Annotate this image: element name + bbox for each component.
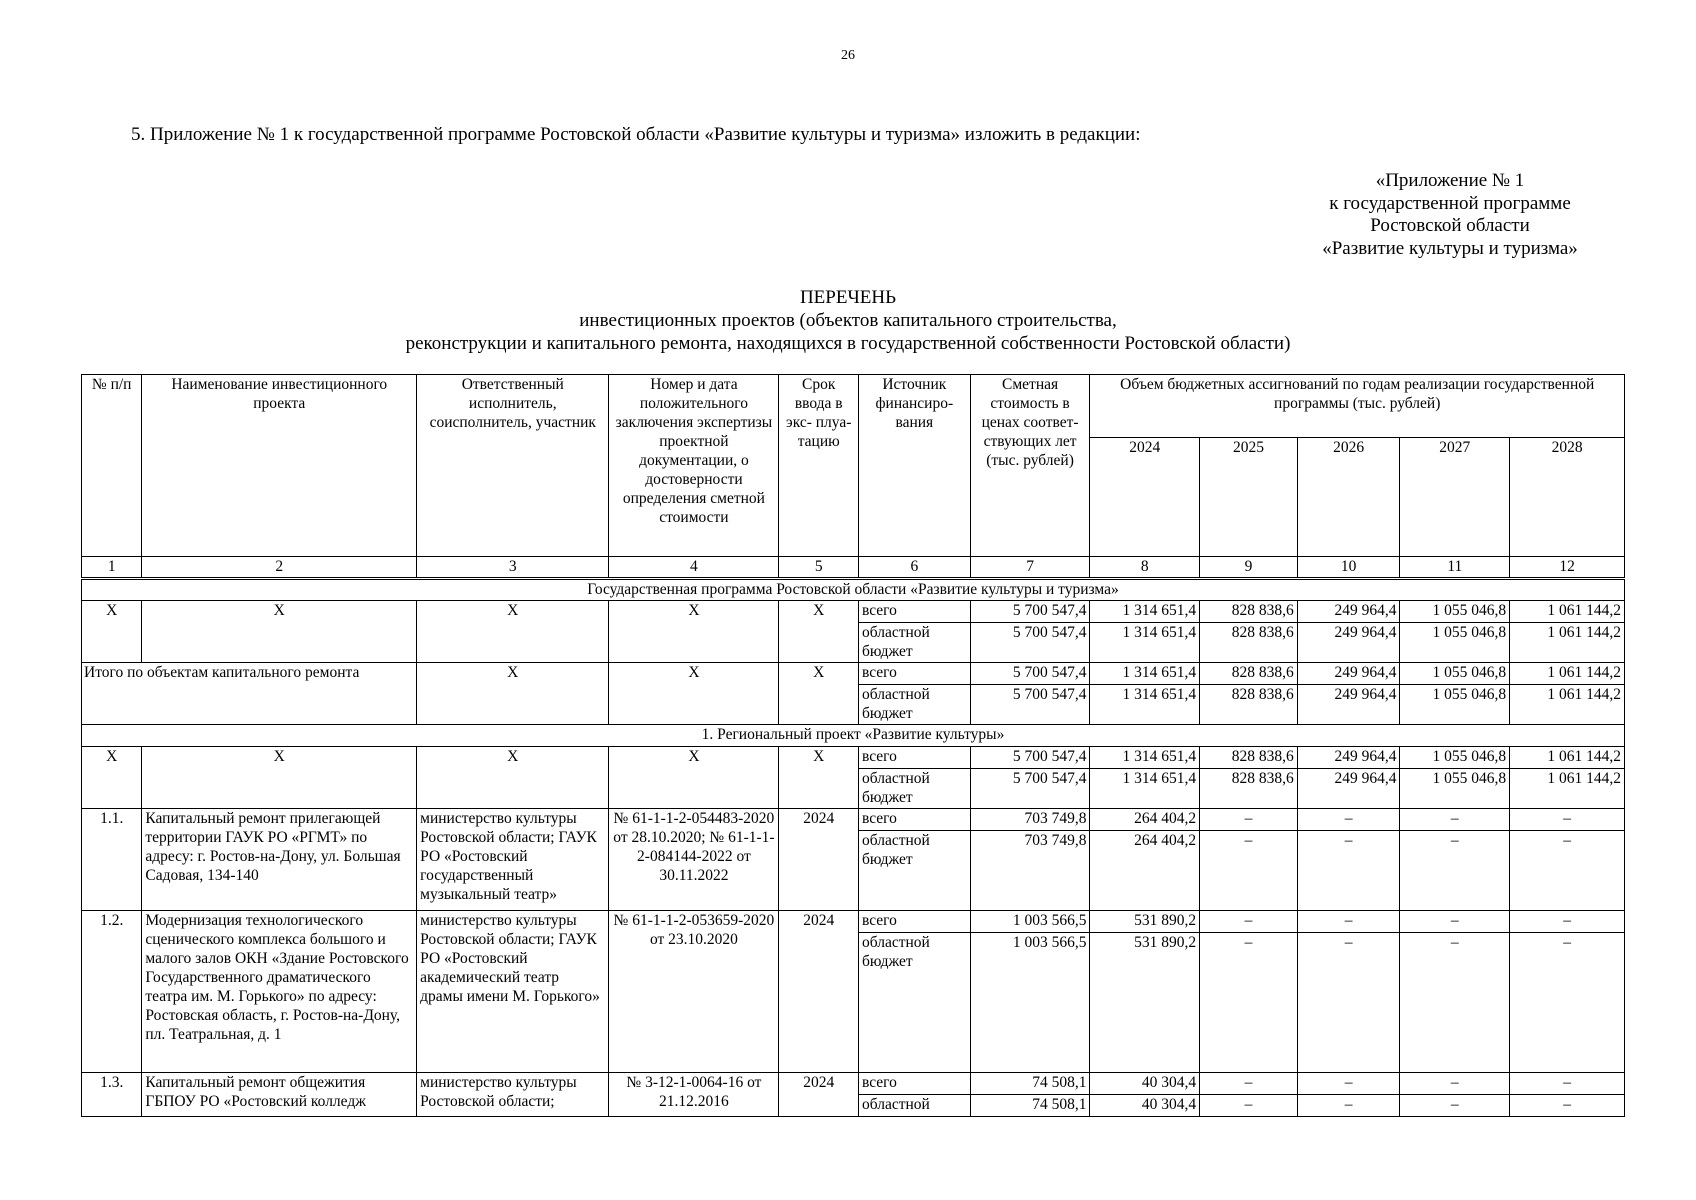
empty-dash: – [1297, 911, 1400, 933]
annex-line: Ростовской области [1370, 215, 1530, 236]
year-value: 40 304,4 [1090, 1073, 1200, 1095]
year-value: 828 838,6 [1200, 685, 1298, 725]
heading-title: ПЕРЕЧЕНЬ [799, 287, 897, 308]
x-mark: Х [609, 663, 779, 725]
cost-value: 5 700 547,4 [970, 769, 1090, 809]
year-value: 531 890,2 [1090, 911, 1200, 933]
item-term: 2024 [779, 1073, 859, 1117]
year-value: 1 314 651,4 [1090, 623, 1200, 663]
cost-value: 74 508,1 [970, 1073, 1090, 1095]
header-term: Срок ввода в экс- плуа- тацию [779, 375, 859, 557]
year-value: 249 964,4 [1297, 601, 1400, 623]
column-number: 7 [970, 557, 1090, 579]
header-year: 2027 [1400, 438, 1510, 557]
x-mark: Х [142, 747, 417, 809]
year-value: 1 055 046,8 [1400, 685, 1510, 725]
x-mark: Х [417, 663, 609, 725]
annex-block [1300, 170, 1600, 260]
item-number: 1.3. [82, 1073, 142, 1117]
header-year: 2026 [1297, 438, 1400, 557]
item-expertise: № 61-1-1-2-053659-2020 от 23.10.2020 [609, 911, 779, 1073]
source-total: всего [858, 601, 970, 623]
x-mark: Х [417, 747, 609, 809]
empty-dash: – [1510, 1095, 1625, 1117]
source-total: всего [858, 663, 970, 685]
column-number: 12 [1510, 557, 1625, 579]
header-cost: Сметная стоимость в ценах соответ- ствующих лет (тыс. рублей) [970, 375, 1090, 557]
cost-value: 1 003 566,5 [970, 933, 1090, 1073]
source-total: всего [858, 911, 970, 933]
cost-value: 1 003 566,5 [970, 911, 1090, 933]
cost-value: 74 508,1 [970, 1095, 1090, 1117]
cost-value: 5 700 547,4 [970, 747, 1090, 769]
header-year: 2025 [1200, 438, 1298, 557]
empty-dash: – [1297, 831, 1400, 911]
empty-dash: – [1297, 933, 1400, 1073]
column-number: 8 [1090, 557, 1200, 579]
year-value: 828 838,6 [1200, 601, 1298, 623]
empty-dash: – [1200, 1095, 1298, 1117]
item-name: Капитальный ремонт прилегающей территории ГАУК РО «РГМТ» по адресу: г. Ростов-на-Дону, ул. Большая Садовая, 134-140 [142, 809, 417, 911]
source-regional: областной бюджет [858, 623, 970, 663]
year-value: 828 838,6 [1200, 623, 1298, 663]
item-expertise: № 3-12-1-0064-16 от 21.12.2016 [609, 1073, 779, 1117]
x-mark: Х [82, 747, 142, 809]
x-mark: Х [142, 601, 417, 663]
empty-dash: – [1200, 809, 1298, 831]
source-regional: областной бюджет [858, 769, 970, 809]
empty-dash: – [1400, 1095, 1510, 1117]
header-year: 2028 [1510, 438, 1625, 557]
item-number: 1.2. [82, 911, 142, 1073]
empty-dash: – [1297, 809, 1400, 831]
empty-dash: – [1510, 809, 1625, 831]
source-total: всего [858, 747, 970, 769]
year-value: 1 061 144,2 [1510, 769, 1625, 809]
source-total: всего [858, 809, 970, 831]
year-value: 828 838,6 [1200, 663, 1298, 685]
year-value: 1 314 651,4 [1090, 685, 1200, 725]
year-value: 249 964,4 [1297, 623, 1400, 663]
empty-dash: – [1297, 1095, 1400, 1117]
year-value: 828 838,6 [1200, 747, 1298, 769]
item-executor: министерство культуры Ростовской области; ГАУК РО «Ростовский академический театр драмы имени М. Горького» [417, 911, 609, 1073]
year-value: 264 404,2 [1090, 831, 1200, 911]
column-number: 4 [609, 557, 779, 579]
intro-text: 5. Приложение № 1 к государственной программе Ростовской области «Развитие культуры и туризма» изложить в редакции: [131, 124, 1141, 145]
item-number: 1.1. [82, 809, 142, 911]
item-term: 2024 [779, 809, 859, 911]
year-value: 249 964,4 [1297, 769, 1400, 809]
header-expertise: Номер и дата положительного заключения экспертизы проектной документации, о достоверности определения сметной стоимости [609, 375, 779, 557]
x-mark: Х [609, 747, 779, 809]
year-value: 249 964,4 [1297, 663, 1400, 685]
item-executor: министерство культуры Ростовской области; [417, 1073, 609, 1117]
item-executor: министерство культуры Ростовской области; ГАУК РО «Ростовский государственный музыкальный театр» [417, 809, 609, 911]
header-executor: Ответственный исполнитель, соисполнитель, участник [417, 375, 609, 557]
item-name: Модернизация технологического сценического комплекса большого и малого залов ОКН «Здание Ростовского Государственного драматического театра им. М. Горького» по адресу: Ростовская область, г. Ростов-на-Дону, пл. Театральная, д. 1 [142, 911, 417, 1073]
x-mark: Х [417, 601, 609, 663]
year-value: 1 314 651,4 [1090, 663, 1200, 685]
cost-value: 5 700 547,4 [970, 601, 1090, 623]
source-regional: областной [858, 1095, 970, 1117]
annex-line: к государственной программе [1329, 192, 1571, 214]
year-value: 1 061 144,2 [1510, 663, 1625, 685]
year-value: 264 404,2 [1090, 809, 1200, 831]
column-number: 11 [1400, 557, 1510, 579]
header-name: Наименование инвестиционного проекта [142, 375, 417, 557]
empty-dash: – [1400, 1073, 1510, 1095]
cost-value: 703 749,8 [970, 809, 1090, 831]
item-expertise: № 61-1-1-2-054483-2020 от 28.10.2020; № 61-1-1-2-084144-2022 от 30.11.2022 [609, 809, 779, 911]
source-regional: областной бюджет [858, 831, 970, 911]
year-value: 1 061 144,2 [1510, 623, 1625, 663]
annex-line: «Приложение № 1 [1375, 170, 1525, 191]
empty-dash: – [1510, 831, 1625, 911]
item-term: 2024 [779, 911, 859, 1073]
repair-total-label: Итого по объектам капитального ремонта [82, 663, 417, 725]
x-mark: Х [779, 601, 859, 663]
year-value: 1 055 046,8 [1400, 747, 1510, 769]
source-regional: областной бюджет [858, 933, 970, 1073]
x-mark: Х [82, 601, 142, 663]
empty-dash: – [1200, 1073, 1298, 1095]
item-name: Капитальный ремонт общежития ГБПОУ РО «Ростовский колледж [142, 1073, 417, 1117]
header-num: № п/п [82, 375, 142, 557]
column-number: 1 [82, 557, 142, 579]
x-mark: Х [609, 601, 779, 663]
source-regional: областной бюджет [858, 685, 970, 725]
x-mark: Х [779, 663, 859, 725]
column-number: 9 [1200, 557, 1298, 579]
empty-dash: – [1510, 1073, 1625, 1095]
column-number: 10 [1297, 557, 1400, 579]
header-budget: Объем бюджетных ассигнований по годам реализации государственной программы (тыс. рублей) [1090, 375, 1625, 438]
cost-value: 5 700 547,4 [970, 663, 1090, 685]
cost-value: 703 749,8 [970, 831, 1090, 911]
source-total: всего [858, 1073, 970, 1095]
header-source: Источник финансиро- вания [858, 375, 970, 557]
year-value: 1 314 651,4 [1090, 769, 1200, 809]
regional-project-title: 1. Региональный проект «Развитие культуры» [82, 725, 1625, 747]
projects-table [81, 374, 1625, 1117]
header-year: 2024 [1090, 438, 1200, 557]
year-value: 531 890,2 [1090, 933, 1200, 1073]
document-heading [0, 286, 1696, 355]
year-value: 1 055 046,8 [1400, 663, 1510, 685]
year-value: 40 304,4 [1090, 1095, 1200, 1117]
program-title: Государственная программа Ростовской области «Развитие культуры и туризма» [82, 579, 1625, 601]
empty-dash: – [1297, 1073, 1400, 1095]
empty-dash: – [1400, 911, 1510, 933]
year-value: 249 964,4 [1297, 685, 1400, 725]
year-value: 1 314 651,4 [1090, 747, 1200, 769]
annex-line: «Развитие культуры и туризма» [1322, 237, 1578, 259]
year-value: 1 055 046,8 [1400, 601, 1510, 623]
year-value: 1 314 651,4 [1090, 601, 1200, 623]
year-value: 1 061 144,2 [1510, 685, 1625, 725]
year-value: 1 055 046,8 [1400, 769, 1510, 809]
heading-subtitle: инвестиционных проектов (объектов капитального строительства, [579, 310, 1117, 331]
column-number: 3 [417, 557, 609, 579]
cost-value: 5 700 547,4 [970, 623, 1090, 663]
column-number: 2 [142, 557, 417, 579]
cost-value: 5 700 547,4 [970, 685, 1090, 725]
empty-dash: – [1400, 933, 1510, 1073]
page-number: 26 [841, 48, 855, 63]
empty-dash: – [1400, 809, 1510, 831]
year-value: 249 964,4 [1297, 747, 1400, 769]
empty-dash: – [1200, 831, 1298, 911]
column-number: 5 [779, 557, 859, 579]
x-mark: Х [779, 747, 859, 809]
empty-dash: – [1400, 831, 1510, 911]
empty-dash: – [1200, 933, 1298, 1073]
year-value: 1 061 144,2 [1510, 747, 1625, 769]
year-value: 1 055 046,8 [1400, 623, 1510, 663]
empty-dash: – [1510, 911, 1625, 933]
empty-dash: – [1510, 933, 1625, 1073]
year-value: 1 061 144,2 [1510, 601, 1625, 623]
year-value: 828 838,6 [1200, 769, 1298, 809]
heading-subtitle: реконструкции и капитального ремонта, находящихся в государственной собственности Ростовской области) [405, 333, 1291, 354]
column-number: 6 [858, 557, 970, 579]
empty-dash: – [1200, 911, 1298, 933]
